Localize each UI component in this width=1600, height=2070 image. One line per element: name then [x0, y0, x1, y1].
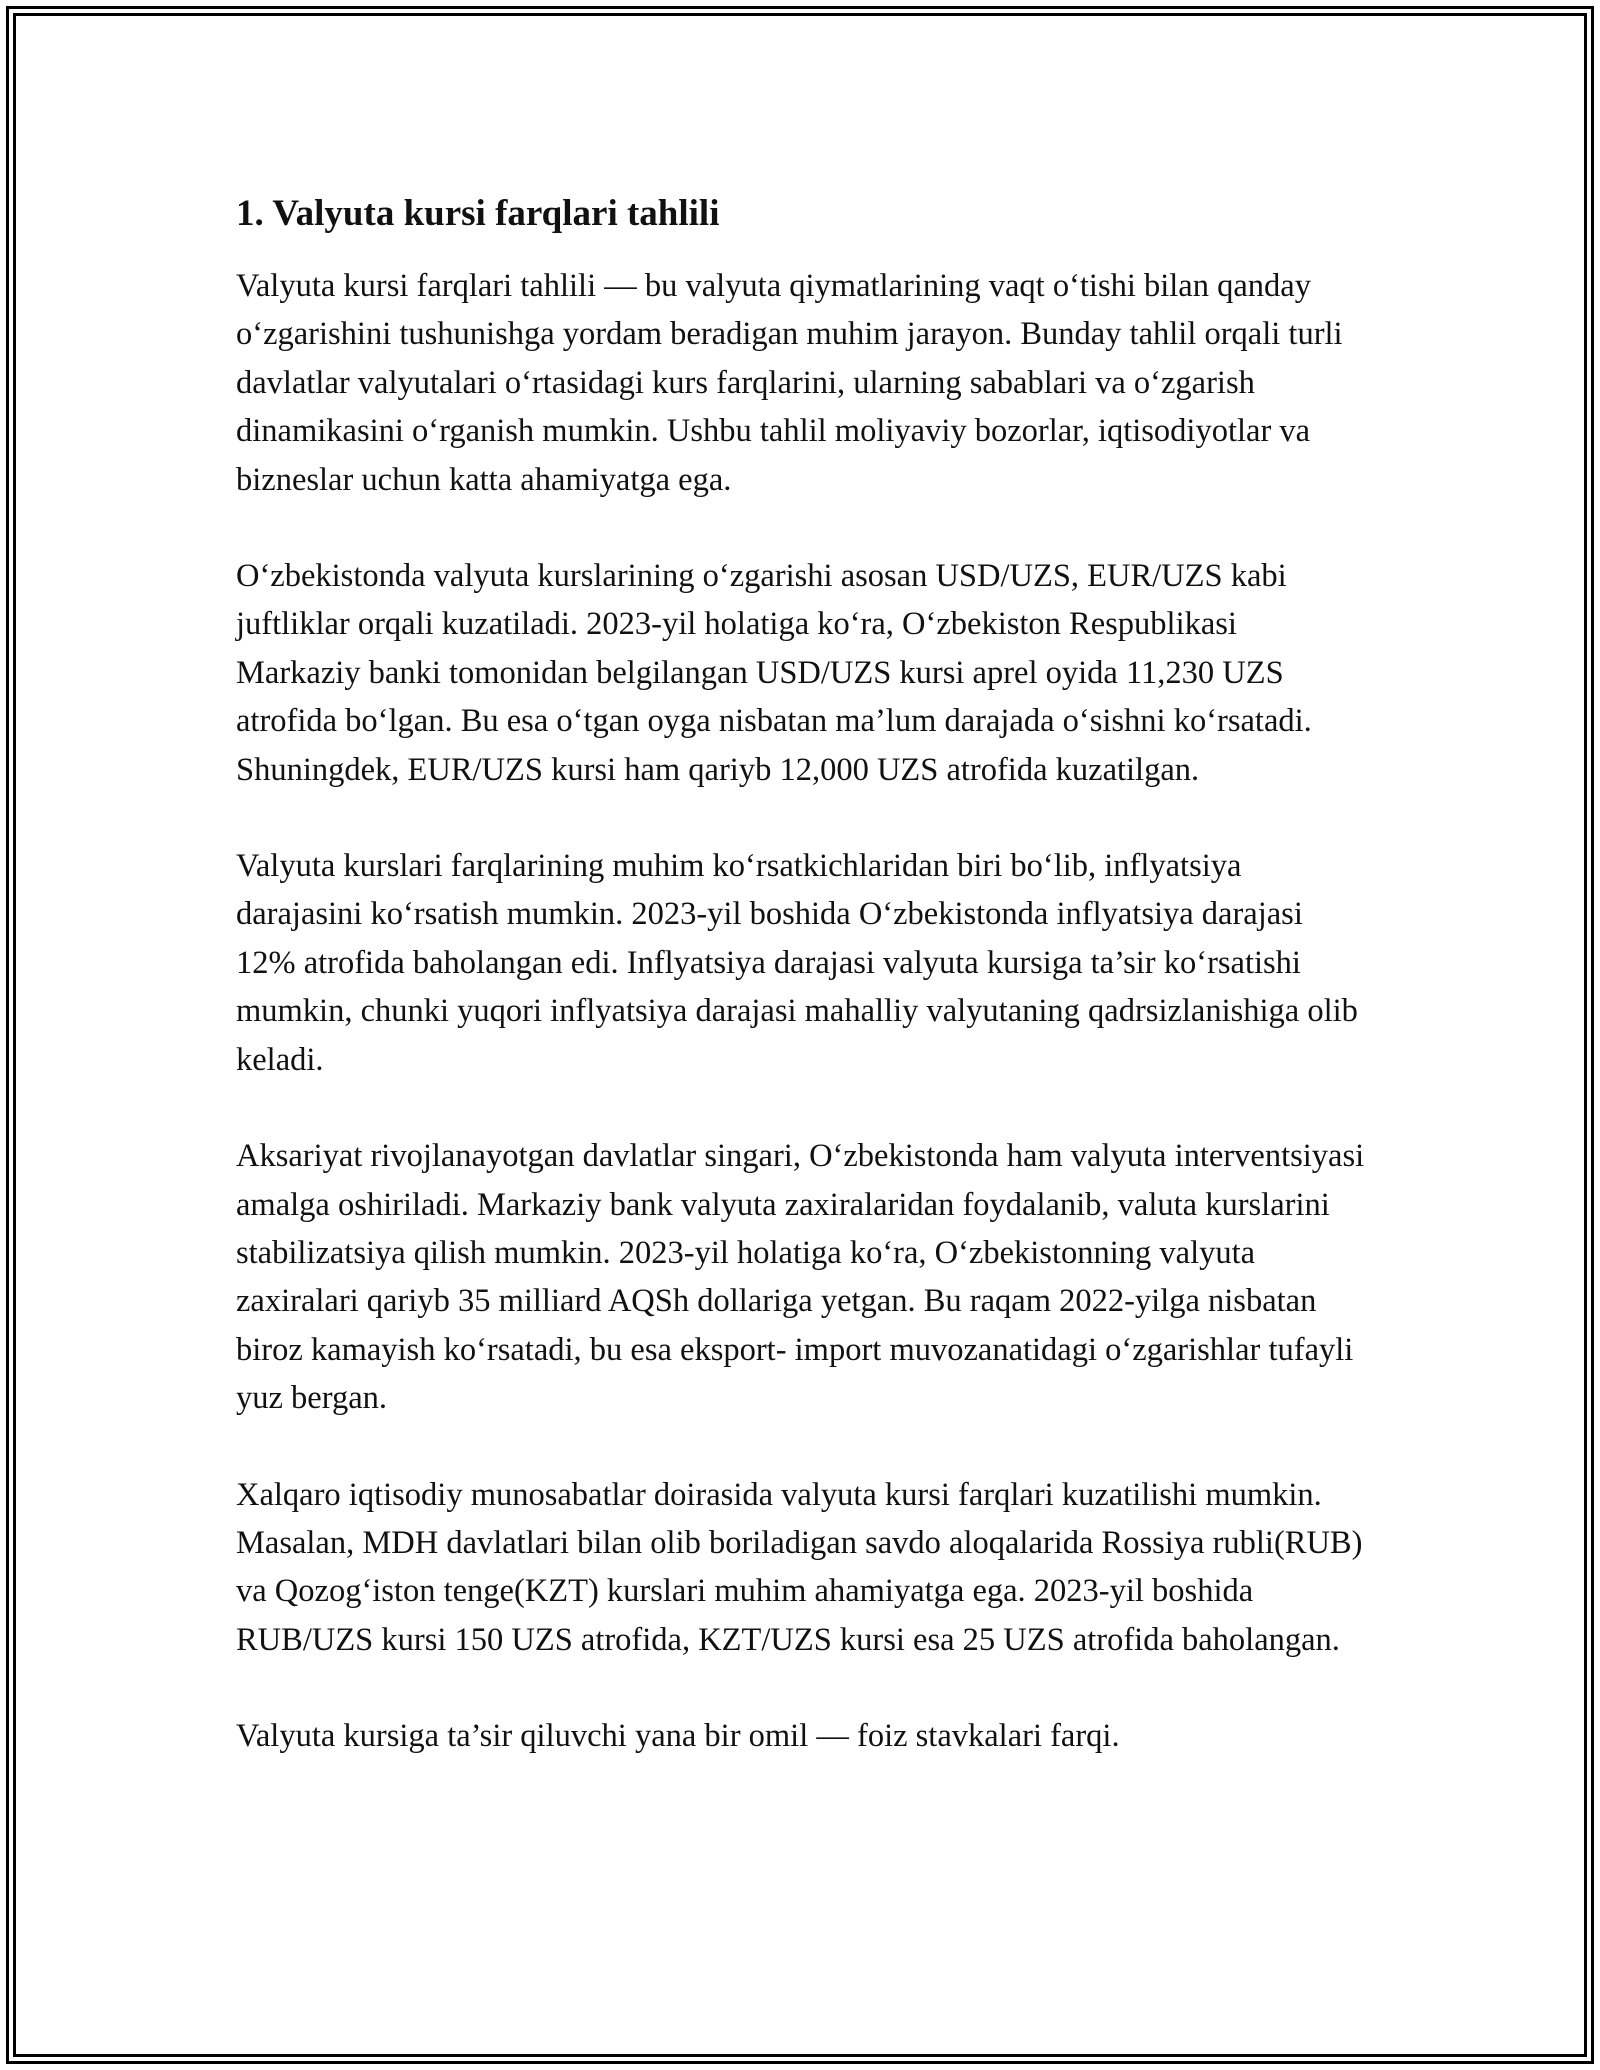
paragraph-international: Xalqaro iqtisodiy munosabatlar doirasida valyuta kursi farqlari kuzatilishi mumkin. Masalan, MDH davlatlari bilan olib boriladigan savdo aloqalarida Rossiya rubli(RUB) va Qozog‘iston tenge(KZT) kurslari muhim ahamiyatga ega. 2023-yil boshida RUB/UZS kursi 150 UZS atrofida, KZT/UZS kursi esa 25 UZS atrofida baholangan. [236, 1476, 1363, 1658]
paragraph-exchange-rates: O‘zbekistonda valyuta kurslarining o‘zgarishi asosan USD/UZS, EUR/UZS kabi juftliklar orqali kuzatiladi. 2023-yil holatiga ko‘ra, O‘zbekiston Respublikasi Markaziy banki tomonidan belgilangan USD/UZS kursi aprel oyida 11,230 UZS atrofida bo‘lgan. Bu esa o‘tgan oyga nisbatan ma’lum darajada o‘sishni ko‘rsatadi. Shuningdek, EUR/UZS kursi ham qariyb 12,000 UZS atrofida kuzatilgan. [236, 558, 1312, 788]
paragraph-intervention: Aksariyat rivojlanayotgan davlatlar singari, O‘zbekistonda ham valyuta interventsiyasi amalga oshiriladi. Markaziy bank valyuta zaxiralaridan foydalanib, valuta kurslarini stabilizatsiya qilish mumkin. 2023-yil holatiga ko‘ra, O‘zbekistonning valyuta zaxiralari qariyb 35 milliard AQSh dollariga yetgan. Bu raqam 2022-yilga nisbatan biroz kamayish ko‘rsatadi, bu esa eksport- import muvozanatidagi o‘zgarishlar tufayli yuz bergan. [236, 1138, 1365, 1417]
section-heading: 1. Valyuta kursi farqlari tahlili [236, 193, 720, 234]
paragraph-inflation: Valyuta kurslari farqlarining muhim ko‘rsatkichlaridan biri bo‘lib, inflyatsiya darajasini ko‘rsatish mumkin. 2023-yil boshida O‘zbekistonda inflyatsiya darajasi 12% atrofida baholangan edi. Inflyatsiya darajasi valyuta kursiga ta’sir ko‘rsatishi mumkin, chunki yuqori inflyatsiya darajasi mahalliy valyutaning qadrsizlanishiga olib keladi. [236, 848, 1358, 1078]
paragraph-interest-rates: Valyuta kursiga ta’sir qiluvchi yana bir omil — foiz stavkalari farqi. [236, 1718, 1120, 1755]
document-body [236, 186, 1366, 1809]
paragraph-intro: Valyuta kursi farqlari tahlili — bu valyuta qiymatlarining vaqt o‘tishi bilan qanday o‘zgarishini tushunishga yordam beradigan muhim jarayon. Bunday tahlil orqali turli davlatlar valyutalari o‘rtasidagi kurs farqlarini, ularning sabablari va o‘zgarish dinamikasini o‘rganish mumkin. Ushbu tahlil moliyaviy bozorlar, iqtisodiyotlar va bizneslar uchun katta ahamiyatga ega. [236, 268, 1343, 498]
